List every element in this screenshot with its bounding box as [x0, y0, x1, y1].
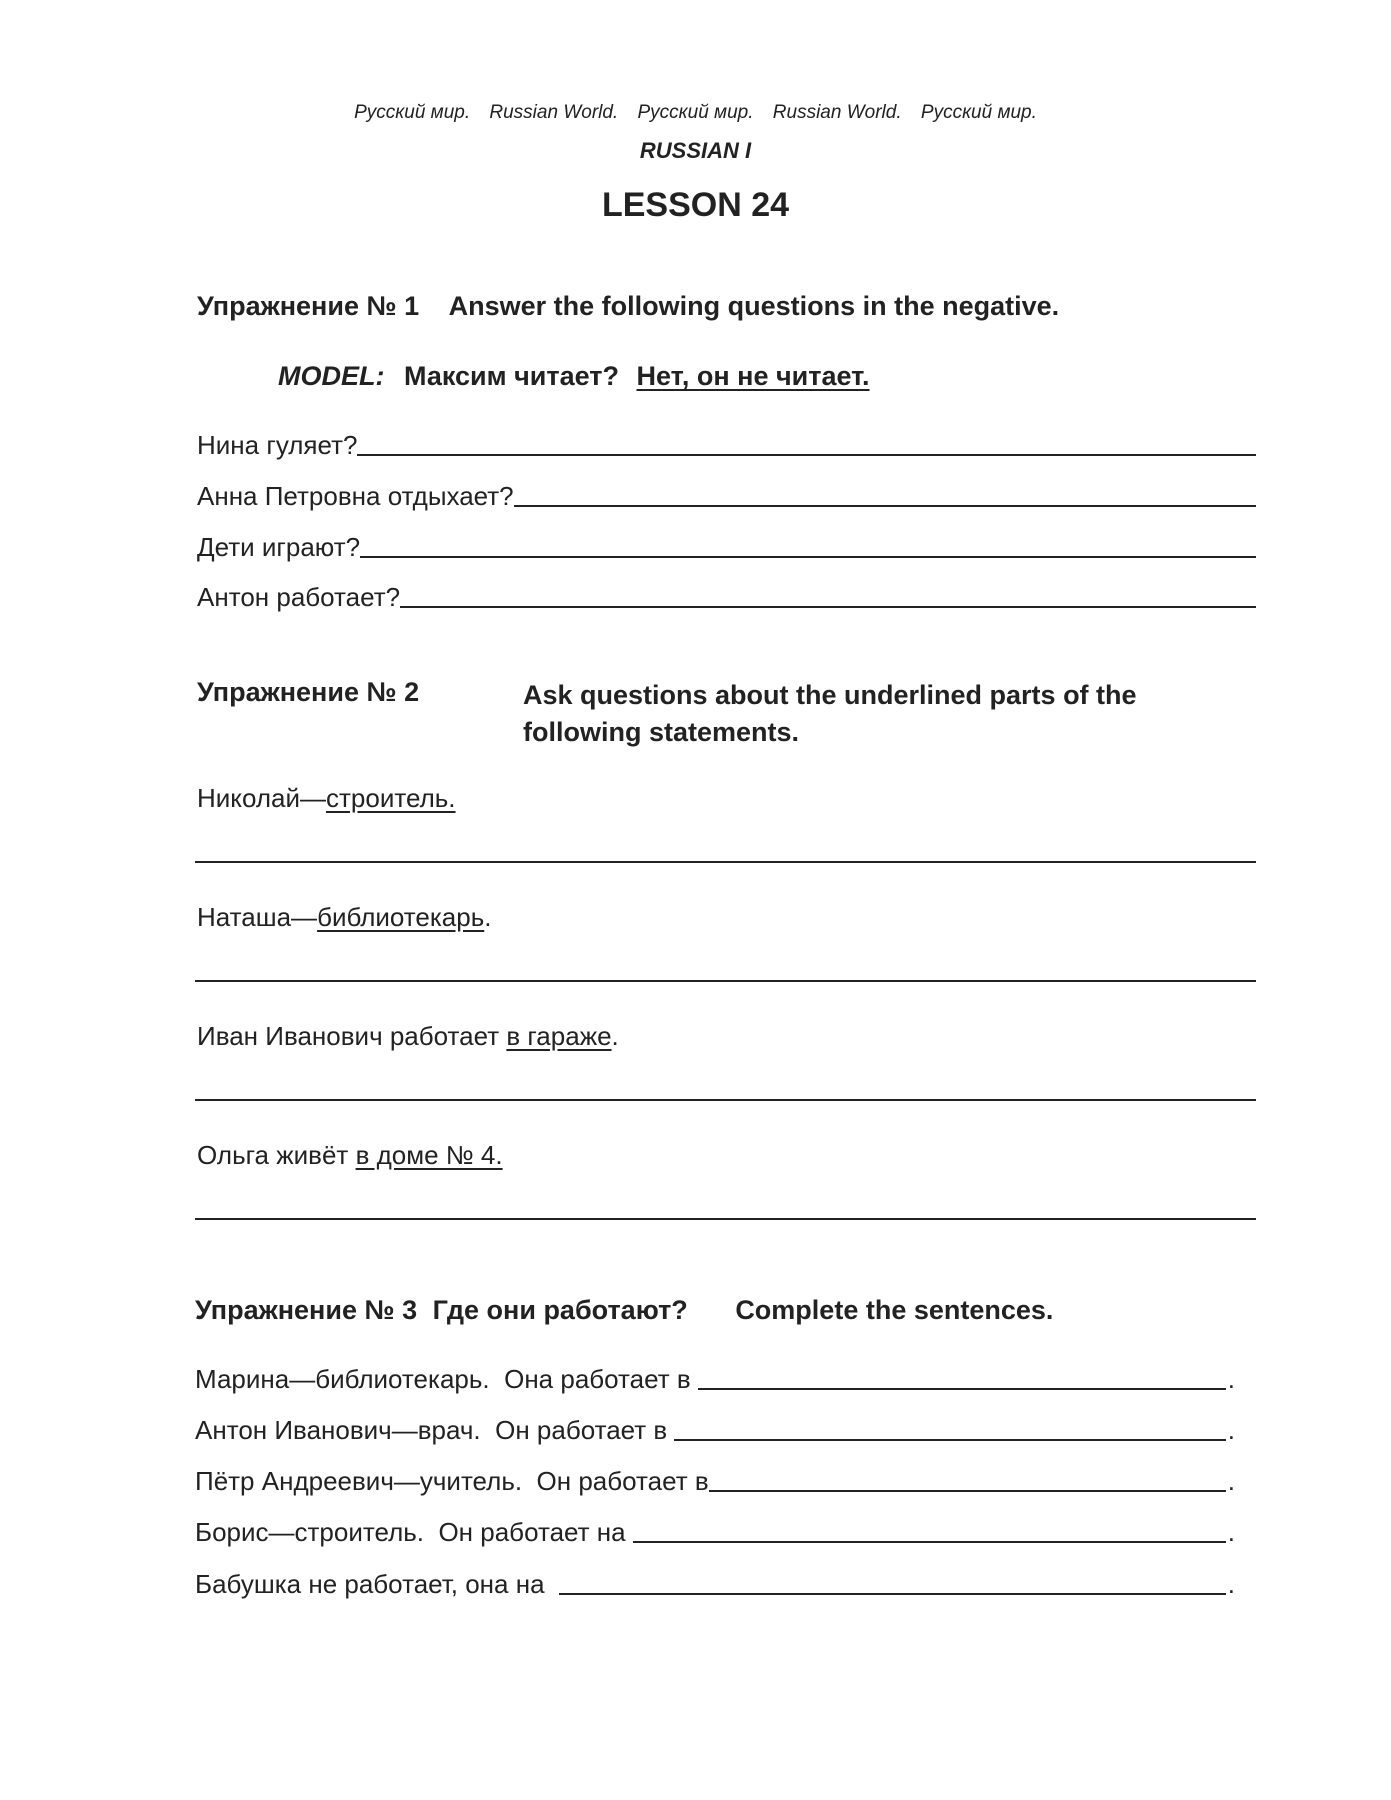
- ex3-instruction: Complete the sentences.: [735, 1295, 1054, 1325]
- answer-line[interactable]: [195, 861, 1256, 863]
- ex2-statement: [197, 1021, 619, 1052]
- ex2-statement: [197, 902, 492, 933]
- banner: [0, 102, 1391, 124]
- underlined-part: в доме № 4.: [355, 1140, 503, 1170]
- ex2-statement: [197, 1140, 503, 1171]
- statement-text: Ольга живёт: [197, 1140, 356, 1170]
- question-text: Нина гуляет?: [197, 430, 358, 460]
- lesson-title: LESSON 24: [601, 186, 790, 224]
- ex3-sentence: [195, 1364, 1235, 1395]
- answer-line[interactable]: [195, 1218, 1256, 1220]
- ex3-label: Упражнение № 3: [195, 1295, 418, 1325]
- question-text: Антон работает?: [197, 582, 401, 612]
- sentence-text: Борис—строитель. Он работает на: [195, 1517, 633, 1547]
- period: .: [1227, 1517, 1235, 1547]
- model-label: MODEL:: [278, 361, 385, 391]
- banner-text: Russian World.: [489, 102, 619, 123]
- underlined-part: в гараже: [506, 1021, 612, 1051]
- ex2-instruction: [523, 677, 1137, 751]
- ex1-question: [197, 430, 1256, 461]
- ex2-label: Упражнение № 2: [197, 677, 420, 707]
- ex1-heading: [197, 291, 1059, 322]
- banner-text: Русский мир.: [637, 102, 754, 123]
- sentence-text: Пётр Андреевич—учитель. Он работает в: [195, 1466, 709, 1496]
- ex2-statement: [197, 783, 456, 814]
- statement-text: Николай—: [197, 783, 327, 813]
- answer-line[interactable]: [559, 1592, 1226, 1595]
- statement-text: Иван Иванович работает: [197, 1021, 507, 1051]
- answer-line[interactable]: [360, 555, 1256, 558]
- period: .: [1227, 1364, 1235, 1394]
- answer-line[interactable]: [400, 605, 1256, 608]
- banner-text: Русский мир.: [920, 102, 1037, 123]
- ex1-label: Упражнение № 1: [197, 291, 420, 321]
- instruction-line: Ask questions about the underlined parts of the: [523, 680, 1137, 710]
- statement-text: .: [611, 1021, 619, 1051]
- banner-text: Русский мир.: [354, 102, 471, 123]
- underlined-part: строитель.: [326, 783, 456, 813]
- sentence-text: Антон Иванович—врач. Он работает в: [195, 1415, 675, 1445]
- ex1-question: [197, 481, 1256, 512]
- answer-line[interactable]: [514, 504, 1256, 507]
- question-text: Анна Петровна отдыхает?: [197, 481, 514, 511]
- course-title: RUSSIAN I: [639, 138, 752, 163]
- answer-line[interactable]: [195, 1099, 1256, 1101]
- answer-line[interactable]: [357, 453, 1256, 456]
- model-question: Максим читает?: [404, 361, 619, 391]
- ex1-question: [197, 532, 1256, 563]
- ex3-sentence: [195, 1517, 1235, 1548]
- instruction-line: following statements.: [523, 717, 800, 747]
- answer-line[interactable]: [698, 1387, 1226, 1390]
- ex1-instruction: Answer the following questions in the negative.: [448, 291, 1060, 321]
- ex3-heading: [195, 1295, 1053, 1326]
- period: .: [1227, 1415, 1235, 1445]
- sentence-text: Марина—библиотекарь. Она работает в: [195, 1364, 698, 1394]
- model-answer: Нет, он не читает.: [636, 361, 870, 391]
- answer-line[interactable]: [633, 1540, 1226, 1543]
- ex3-sentence: [195, 1466, 1235, 1497]
- ex3-sentence: [195, 1569, 1235, 1600]
- ex1-model: [278, 361, 870, 392]
- answer-line[interactable]: [709, 1489, 1226, 1492]
- period: .: [1227, 1569, 1235, 1599]
- ex3-sentence: [195, 1415, 1235, 1446]
- question-text: Дети играют?: [197, 532, 361, 562]
- sentence-text: Бабушка не работает, она на: [195, 1569, 559, 1599]
- statement-text: .: [484, 902, 492, 932]
- ex3-question: Где они работают?: [432, 1295, 688, 1325]
- ex1-question: [197, 582, 1256, 613]
- answer-line[interactable]: [674, 1438, 1225, 1441]
- period: .: [1227, 1466, 1235, 1496]
- banner-text: Russian World.: [772, 102, 902, 123]
- underlined-part: библиотекарь: [317, 902, 485, 932]
- statement-text: Наташа—: [197, 902, 318, 932]
- answer-line[interactable]: [195, 980, 1256, 982]
